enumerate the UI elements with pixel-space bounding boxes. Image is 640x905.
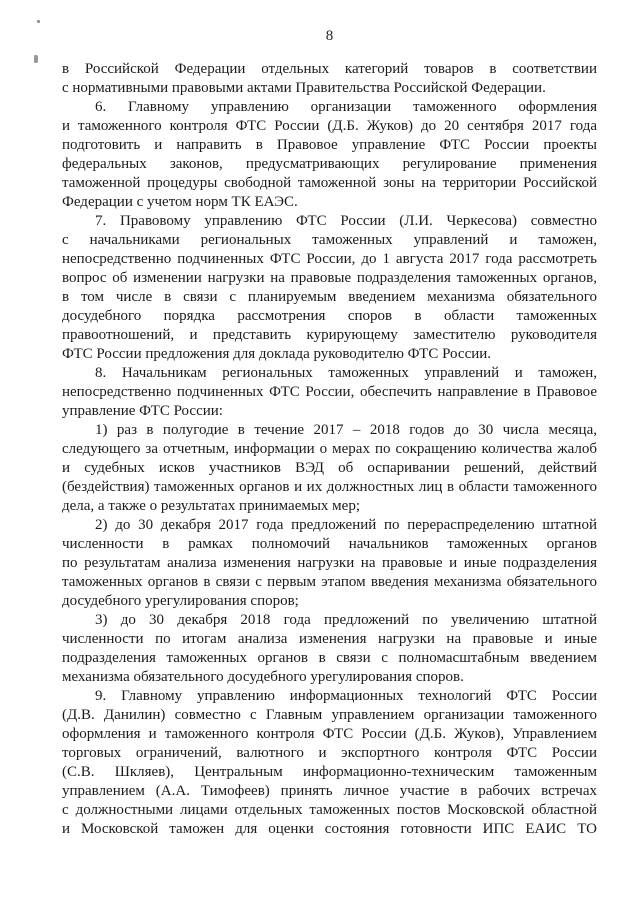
document-body — [62, 60, 597, 839]
text-line: (бездействия) таможенных органов и их должностных лиц в области таможенного — [62, 479, 597, 495]
text-line: досудебного порядка рассмотрения споров в области таможенных — [62, 308, 597, 324]
text-line: с должностными лицами отдельных таможенных постов Московской областной — [62, 802, 597, 818]
page-number: 8 — [325, 28, 334, 44]
text-line: 1) раз в полугодие в течение 2017 – 2018 годов до 30 числа месяца, — [95, 422, 597, 438]
text-line: подразделения таможенных органов в связи с полномасштабным введением — [62, 650, 597, 666]
text-line: и судебных исков участников ВЭД об оспаривании решений, действий — [62, 460, 597, 476]
text-line: ФТС России предложения для доклада руководителю ФТС России. — [62, 346, 492, 362]
text-line: 7. Правовому управлению ФТС России (Л.И. Черкесова) совместно — [95, 213, 597, 229]
text-line: таможенной процедуры свободной таможенной зоны на территории Российской — [62, 175, 597, 191]
text-line: торговых ограничений, валютного и экспортного контроля ФТС России — [62, 745, 597, 761]
text-line: правоотношений, и представить курирующему заместителю руководителя — [62, 327, 597, 343]
text-line: с начальниками региональных таможенных управлений и таможен, — [62, 232, 597, 248]
text-line: 6. Главному управлению организации таможенного оформления — [95, 99, 597, 115]
text-line: подготовить и направить в Правовое управление ФТС России проекты — [62, 137, 597, 153]
text-line: 2) до 30 декабря 2017 года предложений по перераспределению штатной — [95, 517, 597, 533]
text-line: по результатам анализа изменения нагрузки на правовые и иные подразделения — [62, 555, 597, 571]
text-line: 9. Главному управлению информационных технологий ФТС России — [95, 688, 597, 704]
text-line: с нормативными правовыми актами Правительства Российской Федерации. — [62, 80, 546, 96]
text-line: численности по итогам анализа изменения нагрузки на правовые и иные — [62, 631, 597, 647]
text-line: 8. Начальникам региональных таможенных управлений и таможен, — [95, 365, 597, 381]
text-line: механизма обязательного досудебного урегулирования споров. — [62, 669, 464, 685]
text-line: непосредственно подчиненных ФТС России, до 1 августа 2017 года рассмотреть — [62, 251, 597, 267]
text-line: следующего за отчетным, информации о мерах по сокращению количества жалоб — [62, 441, 597, 457]
text-line: в Российской Федерации отдельных категорий товаров в соответствии — [62, 61, 597, 77]
text-line: оформления и таможенного контроля ФТС России (Д.Б. Жуков), Управлением — [62, 726, 597, 742]
scan-speckle — [34, 55, 38, 63]
scan-speckle — [37, 20, 40, 23]
text-line: численности в рамках полномочий начальников таможенных органов — [62, 536, 597, 552]
text-line: вопрос об изменении нагрузки на правовые подразделения таможенных органов, — [62, 270, 597, 286]
text-line: досудебного урегулирования споров; — [62, 593, 299, 609]
text-line: 3) до 30 декабря 2018 года предложений по увеличению штатной — [95, 612, 597, 628]
text-line: в том числе в связи с планируемым введением механизма обязательного — [62, 289, 597, 305]
text-line: таможенных органов в связи с первым этапом введения механизма обязательного — [62, 574, 597, 590]
text-line: непосредственно подчиненных ФТС России, обеспечить направление в Правовое — [62, 384, 597, 400]
text-line: и таможенного контроля ФТС России (Д.Б. Жуков) до 20 сентября 2017 года — [62, 118, 597, 134]
text-line: Федерации с учетом норм ТК ЕАЭС. — [62, 194, 298, 210]
text-line: дела, а также о результатах принимаемых мер; — [62, 498, 361, 514]
text-line: (С.В. Шкляев), Центральным информационно-техническим таможенным — [62, 764, 597, 780]
text-line: (Д.В. Данилин) совместно с Главным управлением организации таможенного — [62, 707, 597, 723]
text-line: управлением (А.А. Тимофеев) принять личное участие в рабочих встречах — [62, 783, 597, 799]
text-line: и Московской таможен для оценки состояния готовности ИПС ЕАИС ТО — [62, 821, 597, 837]
text-line: федеральных законов, предусматривающих регулирование применения — [62, 156, 597, 172]
text-line: управление ФТС России: — [62, 403, 223, 419]
